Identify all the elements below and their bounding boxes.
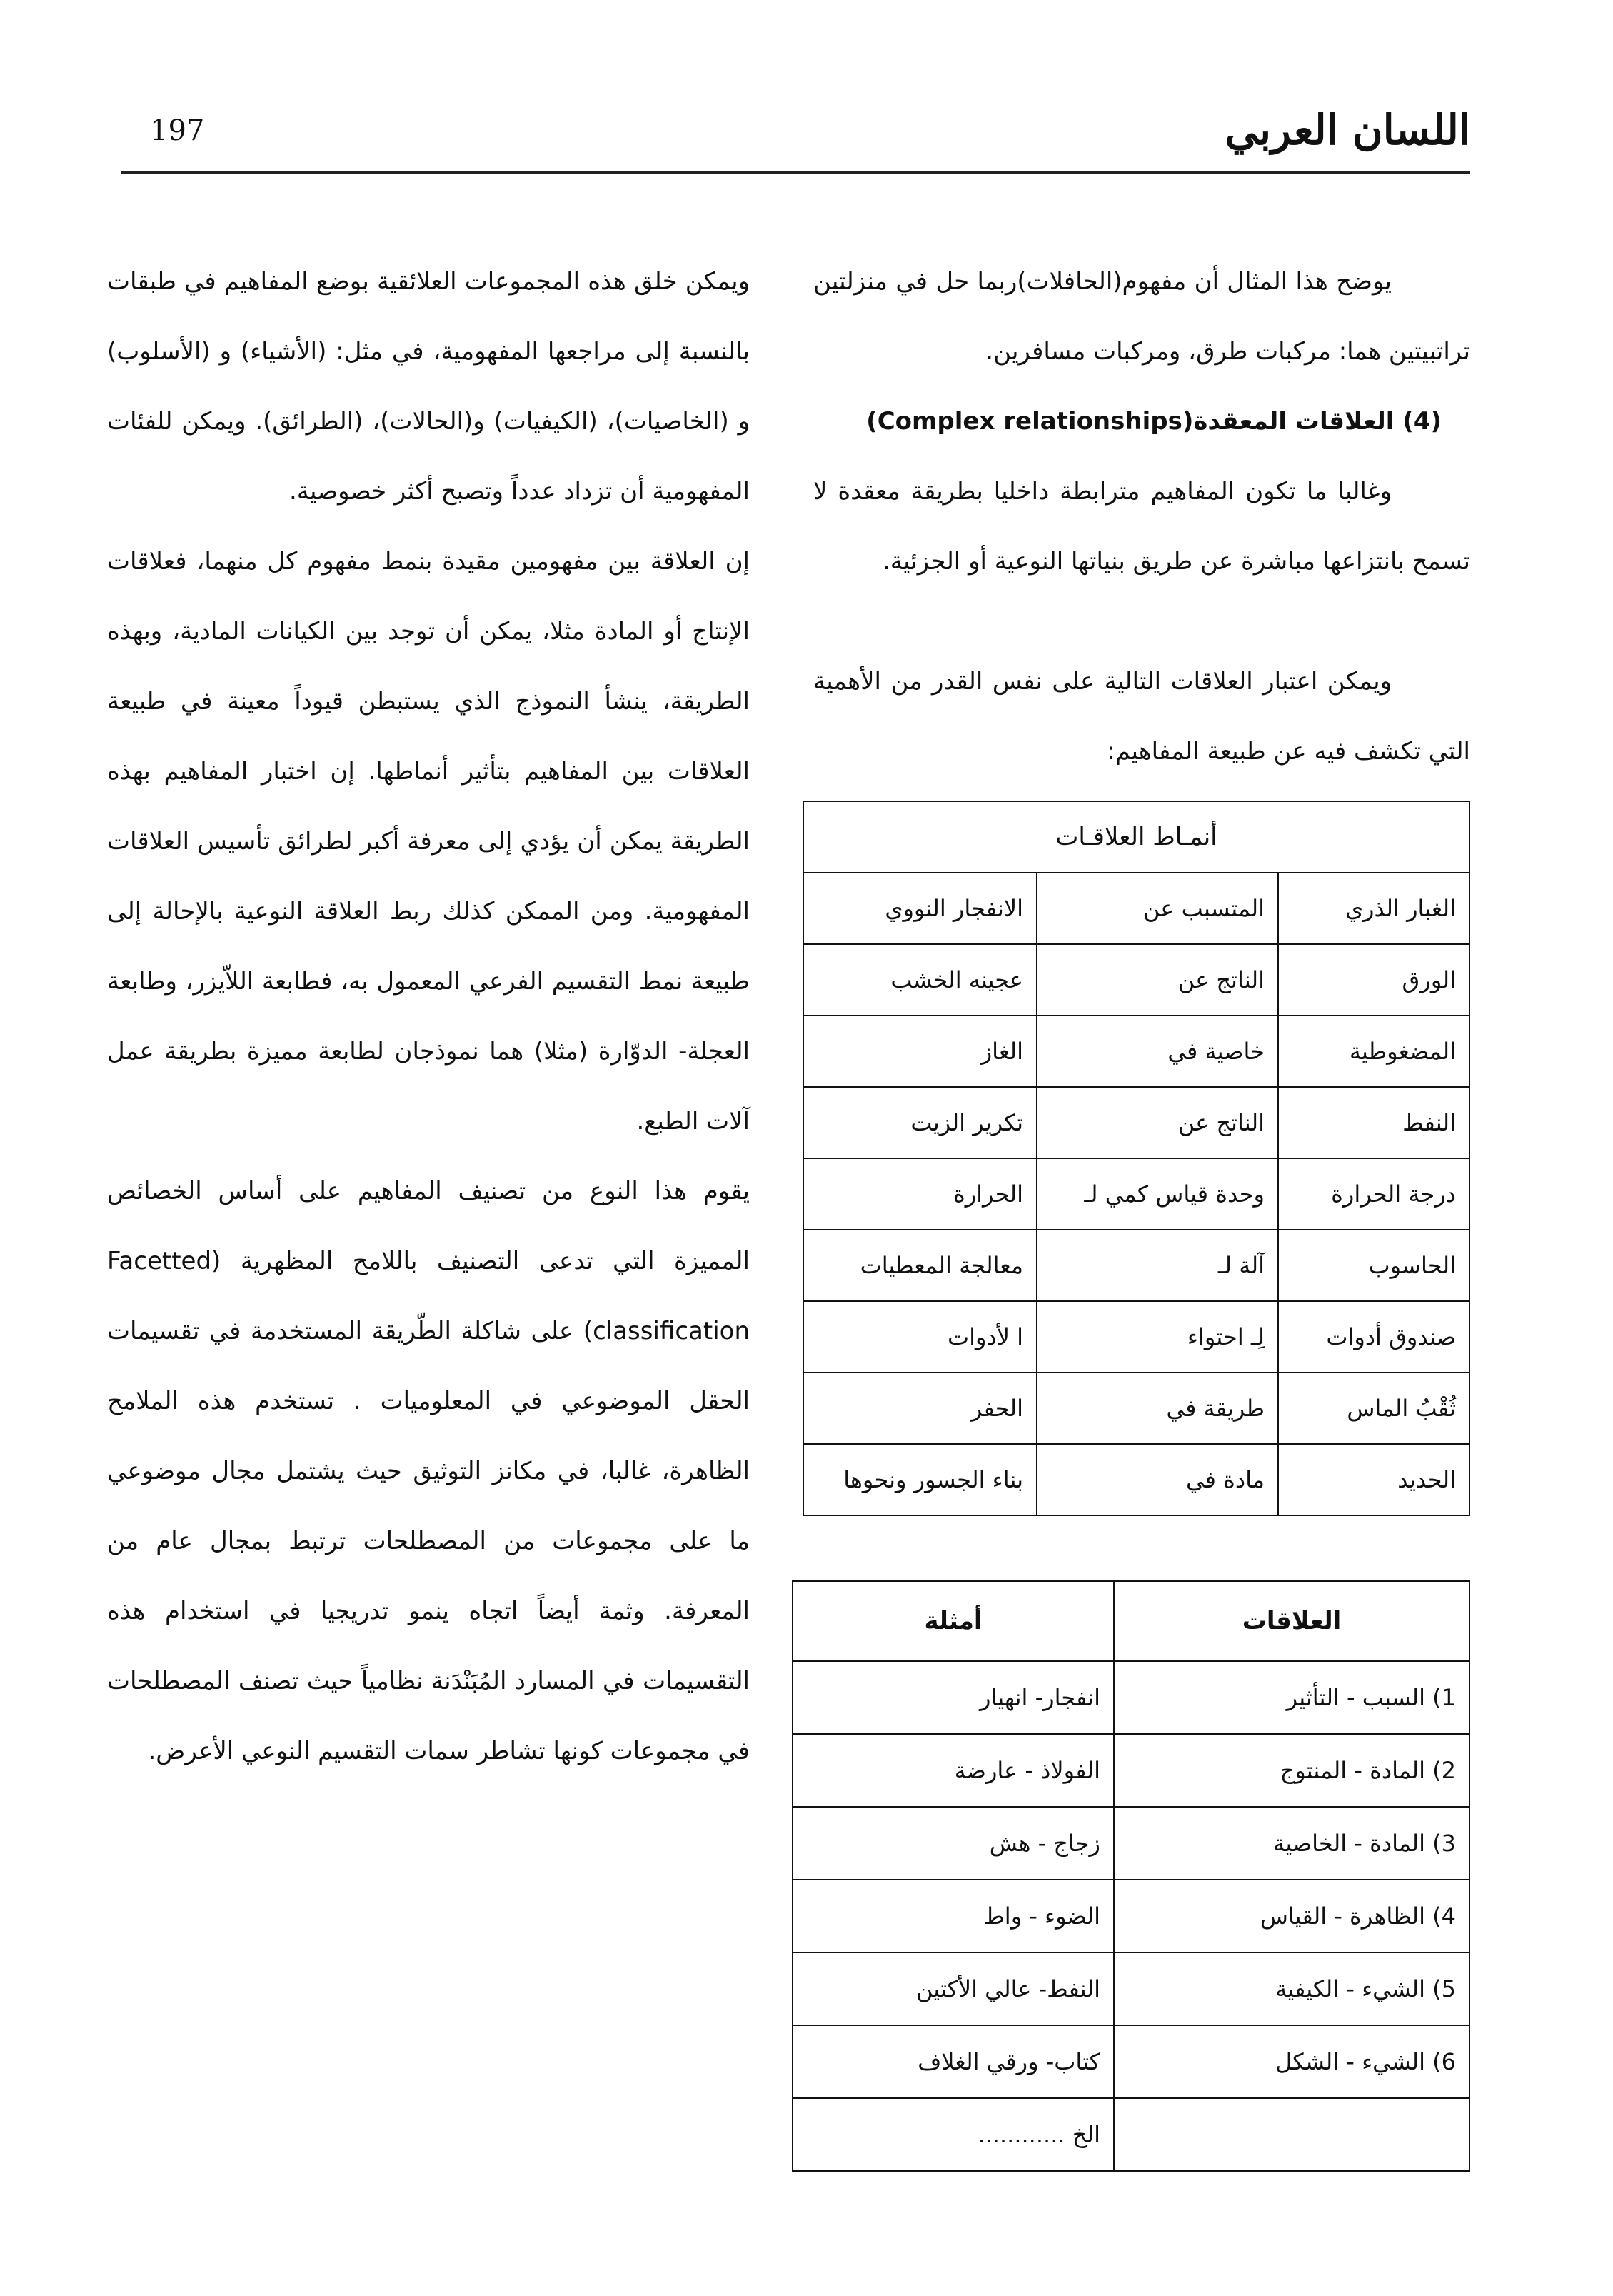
table-cell: الحاسوب [1278,1230,1469,1301]
patterns-table-header: أنمـاط العلاقـات [803,801,1469,873]
right-paragraph-3: ويمكن اعتبار العلاقات التالية على نفس القدر من الأهمية التي تكشف فيه عن طبيعة المفاهيم: [813,667,1470,766]
table-row [793,1880,1469,1952]
table-row [803,1444,1469,1515]
table-cell: المتسبب عن [1037,873,1278,944]
table-row [803,1230,1469,1301]
table-cell: 3) المادة - الخاصية [1114,1807,1469,1880]
table-cell: تكرير الزيت [803,1087,1037,1158]
page-header [121,100,1470,174]
section-heading: (4) العلاقات المعقدة(Complex relationships) [866,407,1442,436]
table-cell: 2) المادة - المنتوج [1114,1734,1469,1807]
table-cell: عجينه الخشب [803,944,1037,1016]
table-cell: الناتج عن [1037,944,1278,1016]
table-row [803,1301,1469,1373]
table-cell: النفط [1278,1087,1469,1158]
table-cell: زجاج - هش [793,1807,1114,1880]
table-cell: ثُقْبُ الماس [1278,1373,1469,1444]
relation-patterns-table [803,801,1470,1516]
table-row [793,1661,1469,1734]
table-row [803,944,1469,1016]
table-row [803,1087,1469,1158]
table-cell: النفط- عالي الأكتين [793,1952,1114,2025]
table-row [803,873,1469,944]
examples-header: أمثلة [793,1581,1114,1661]
table-row [793,2025,1469,2098]
table-cell: المضغوطية [1278,1016,1469,1087]
page-number: 197 [150,114,205,147]
table-cell: الحديد [1278,1444,1469,1515]
table-cell: آلة لـ [1037,1230,1278,1301]
table-cell: 1) السبب - التأثير [1114,1661,1469,1734]
relations-header: العلاقات [1114,1581,1469,1661]
table-cell: درجة الحرارة [1278,1158,1469,1230]
table-cell: 5) الشيء - الكيفية [1114,1952,1469,2025]
table-cell: صندوق أدوات [1278,1301,1469,1373]
table-row [803,1016,1469,1087]
table-cell: لِـ احتواء [1037,1301,1278,1373]
table-cell: مادة في [1037,1444,1278,1515]
table-cell: وحدة قياس كمي لـ [1037,1158,1278,1230]
table-cell: الورق [1278,944,1469,1016]
table-cell: الغاز [803,1016,1037,1087]
table-cell: الناتج عن [1037,1087,1278,1158]
table-row [803,1158,1469,1230]
table-cell: 4) الظاهرة - القياس [1114,1880,1469,1952]
table-cell: الحرارة [803,1158,1037,1230]
table-cell: 6) الشيء - الشكل [1114,2025,1469,2098]
table-row [793,2098,1469,2171]
table-cell: خاصية في [1037,1016,1278,1087]
right-paragraph-2: وغالبا ما تكون المفاهيم مترابطة داخليا بطريقة معقدة لا تسمح بانتزاعها مباشرة عن طريق بنياتها النوعية أو الجزئية. [813,477,1470,576]
table-cell [1114,2098,1469,2171]
table-cell: الغبار الذري [1278,873,1469,944]
table-cell: انفجار- انهيار [793,1661,1114,1734]
table-row [793,1734,1469,1807]
table-cell: الضوء - واط [793,1880,1114,1952]
table-cell: الانفجار النووي [803,873,1037,944]
left-paragraph-1: ويمكن خلق هذه المجموعات العلائقية بوضع المفاهيم في طبقات بالنسبة إلى مراجعها المفهومية، في مثل: (الأشياء) و (الأسلوب) و (الخاصيات)، (الكيفيات) و(الحالات)، (الطرائق). ويمكن للفئات المفهومية أن تزداد عدداً وتصبح أكثر خصوصية. [107,267,750,506]
table-cell: طريقة في [1037,1373,1278,1444]
table-cell: الخ ............ [793,2098,1114,2171]
left-column [107,246,750,1786]
left-paragraph-2: إن العلاقة بين مفهومين مقيدة بنمط مفهوم كل منهما، فعلاقات الإنتاج أو المادة مثلا، يمكن أن توجد بين الكيانات المادية، وبهذه الطريقة، ينشأ النموذج الذي يستبطن قيوداً معينة في طبيعة العلاقات بين المفاهيم بتأثير أنماطها. إن اختبار المفاهيم بهذه الطريقة يمكن أن يؤدي إلى معرفة أكبر لطرائق تأسيس العلاقات المفهومية. ومن الممكن كذلك ربط العلاقة النوعية بالإحالة إلى طبيعة نمط التقسيم الفرعي المعمول به، فطابعة اللاّيزر، وطابعة العجلة- الدوّارة (مثلا) هما نموذجان لطابعة مميزة بطريقة عمل آلات الطبع. [107,547,750,1136]
table-row [793,1807,1469,1880]
table-row [793,1952,1469,2025]
right-column [813,246,1470,2172]
table-cell: ا لأدوات [803,1301,1037,1373]
relations-examples-table [792,1580,1470,2172]
table-cell: الحفر [803,1373,1037,1444]
left-paragraph-3: يقوم هذا النوع من تصنيف المفاهيم على أساس الخصائص المميزة التي تدعى التصنيف باللامح المظهرية (Facetted classification) على شاكلة الطّريقة المستخدمة في تقسيمات الحقل الموضوعي في المعلوميات . تستخدم هذه الملامح الظاهرة، غالبا، في مكانز التوثيق حيث يشتمل مجال موضوعي ما على مجموعات من المصطلحات ترتبط بمجال عام من المعرفة. وثمة أيضاً اتجاه ينمو تدريجيا في استخدام هذه التقسيمات في المسارد المُبَنْدَنة نظامياً حيث تصنف المصطلحات في مجموعات كونها تشاطر سمات التقسيم النوعي الأعرض. [107,1177,750,1765]
table-cell: كتاب- ورقي الغلاف [793,2025,1114,2098]
table-cell: معالجة المعطيات [803,1230,1037,1301]
journal-title: اللسان العربي [1225,106,1470,154]
table-cell: الفولاذ - عارضة [793,1734,1114,1807]
table-row [803,1373,1469,1444]
table-cell: بناء الجسور ونحوها [803,1444,1037,1515]
right-paragraph-1: يوضح هذا المثال أن مفهوم(الحافلات)ربما حل في منزلتين تراتبيتين هما: مركبات طرق، ومركبات مسافرين. [813,267,1470,366]
